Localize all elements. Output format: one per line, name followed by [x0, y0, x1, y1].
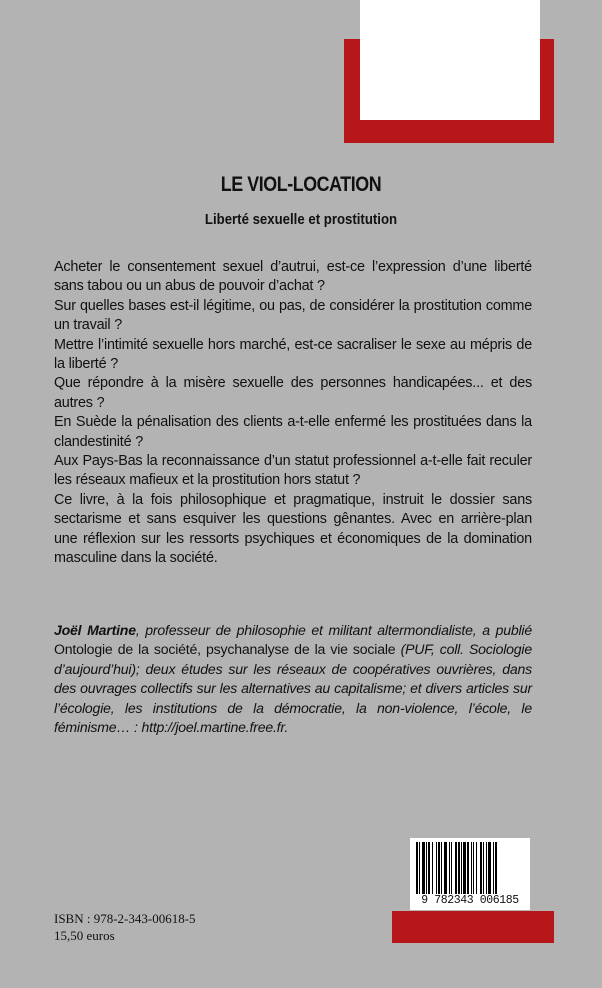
barcode-digits: 9 782343 006185 — [421, 894, 519, 907]
barcode-bar — [480, 842, 482, 894]
summary-paragraph: Sur quelles bases est-il légitime, ou pas, de considérer la prostitution comme un travail ? — [54, 297, 532, 334]
barcode-bar — [493, 842, 494, 894]
book-subtitle: Liberté sexuelle et prostitution — [204, 211, 398, 228]
summary-paragraph: Mettre l’intimité sexuelle hors marché, est-ce sacraliser le sexe au mépris de la liberté ? — [54, 336, 532, 373]
barcode-bar — [463, 842, 466, 894]
barcode-bars — [414, 842, 526, 894]
summary-paragraph: En Suède la pénalisation des clients a-t-elle enfermé les prostituées dans la clandestinité ? — [54, 414, 532, 450]
barcode-bar — [419, 842, 420, 894]
barcode-bar — [441, 842, 442, 894]
barcode-bar — [458, 842, 460, 894]
price-text: 15,50 euros — [54, 928, 115, 943]
barcode-bar — [488, 842, 491, 894]
barcode-bar — [471, 842, 472, 894]
barcode-bar — [495, 842, 497, 894]
isbn-text: ISBN : 978-2-343-00618-5 — [54, 911, 196, 926]
barcode — [410, 838, 530, 910]
author-book-title: Ontologie de la société, psychanalyse de la vie sociale — [54, 641, 396, 658]
barcode-bar — [422, 842, 425, 894]
barcode-bar — [426, 842, 427, 894]
author-name: Joël Martine — [54, 622, 136, 638]
barcode-bar — [486, 842, 487, 894]
barcode-bar — [451, 842, 452, 894]
barcode-bar — [436, 842, 437, 894]
price-band — [392, 911, 554, 943]
barcode-bar — [438, 842, 440, 894]
barcode-bar — [444, 842, 447, 894]
isbn-block — [54, 910, 196, 944]
summary-paragraph: Aux Pays-Bas la reconnaissance d’un statut professionnel a-t-elle fait reculer les réseaux mafieux et la prostitution hors statut ? — [54, 453, 532, 489]
summary-paragraph: Que répondre à la misère sexuelle des personnes handicapées... et des autres ? — [54, 375, 532, 411]
author-bio-rest: (PUF, coll. Sociologie d’aujourd’hui); deux études sur les réseaux de coopératives ouvrières, dans des ouvrages collectifs sur les alternatives au capitalisme; et divers articles sur l’écologie, les institutions de la démocratie, la non-violence, l’école, le féminisme… : http://joel.martine.free.fr. — [54, 641, 532, 736]
barcode-bar — [428, 842, 430, 894]
cover-white-block — [360, 0, 540, 120]
barcode-bar — [483, 842, 484, 894]
summary-paragraph: Ce livre, à la fois philosophique et pragmatique, instruit le dossier sans sectarisme et sans esquiver les questions gênantes. Avec en arrière-plan une réflexion sur les ressorts psychiques et économiques de la domination masculine dans la société. — [54, 491, 532, 567]
barcode-bar — [432, 842, 433, 894]
book-title: LE VIOL-LOCATION — [220, 173, 382, 196]
back-cover-summary — [54, 258, 532, 569]
author-bio — [54, 621, 532, 737]
barcode-bar — [455, 842, 457, 894]
barcode-bar — [467, 842, 469, 894]
barcode-bar — [476, 842, 477, 894]
author-bio-intro: , professeur de philosophie et militant altermondialiste, a publié — [135, 622, 532, 638]
barcode-bar — [416, 842, 418, 894]
barcode-bar — [473, 842, 474, 894]
summary-paragraph: Acheter le consentement sexuel d’autrui, est-ce l’expression d’une liberté sans tabou ou un abus de pouvoir d’achat ? — [54, 259, 532, 295]
barcode-bar — [449, 842, 450, 894]
barcode-bar — [461, 842, 462, 894]
